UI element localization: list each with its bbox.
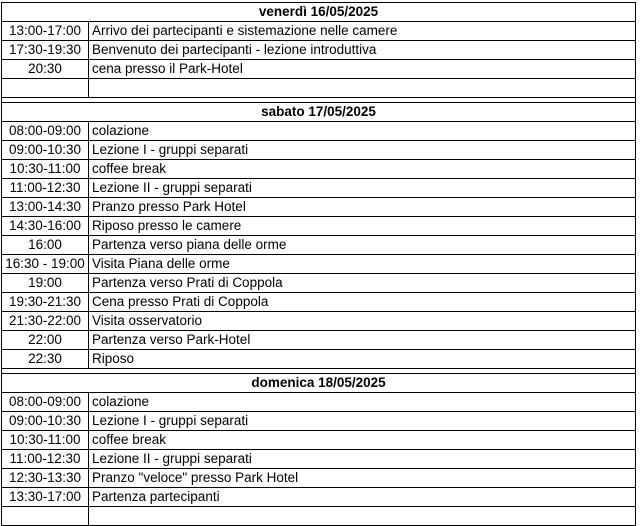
activity-cell: Cena presso Prati di Coppola — [92, 294, 269, 309]
time-cell: 13:00-14:30 — [2, 198, 89, 216]
table-row — [2, 293, 635, 312]
table-row — [2, 412, 635, 431]
time-cell: 08:00-09:00 — [2, 393, 89, 411]
day-block — [1, 373, 636, 526]
time-cell: 17:30-19:30 — [2, 41, 89, 59]
time-cell: 16:30 - 19:00 — [2, 255, 89, 273]
time-cell: 09:00-10:30 — [2, 141, 89, 159]
time-cell: 16:00 — [2, 236, 89, 254]
time-cell: 10:30-11:00 — [2, 431, 89, 449]
time-cell: 12:30-13:30 — [2, 469, 89, 487]
table-row — [2, 141, 635, 160]
table-row — [2, 217, 635, 236]
activity-cell: Benvenuto dei partecipanti - lezione introduttiva — [92, 42, 377, 57]
time-cell: 21:30-22:00 — [2, 312, 89, 330]
activity-cell: Partenza verso Prati di Coppola — [92, 275, 283, 290]
table-row — [2, 312, 635, 331]
activity-cell: colazione — [92, 123, 150, 138]
table-row — [2, 255, 635, 274]
table-row — [2, 450, 635, 469]
activity-cell: Lezione I - gruppi separati — [92, 413, 249, 428]
time-cell: 22:00 — [2, 331, 89, 349]
time-cell: 20:30 — [2, 60, 89, 78]
table-row — [2, 431, 635, 450]
table-row — [2, 274, 635, 293]
table-row — [2, 331, 635, 350]
time-cell: 14:30-16:00 — [2, 217, 89, 235]
day-header: venerdì 16/05/2025 — [2, 3, 635, 22]
day-block — [1, 2, 636, 97]
activity-cell: coffee break — [92, 161, 167, 176]
time-cell: 19:30-21:30 — [2, 293, 89, 311]
table-row — [2, 22, 635, 41]
time-cell: 22:30 — [2, 350, 89, 368]
day-header: domenica 18/05/2025 — [2, 374, 635, 393]
time-cell: 09:00-10:30 — [2, 412, 89, 430]
activity-cell: Visita Piana delle orme — [92, 256, 230, 271]
table-row — [2, 179, 635, 198]
table-row — [2, 488, 635, 507]
activity-cell: Pranzo "veloce" presso Park Hotel — [92, 470, 299, 485]
activity-cell: Lezione I - gruppi separati — [92, 142, 249, 157]
activity-cell: Lezione II - gruppi separati — [92, 180, 252, 195]
activity-cell: coffee break — [92, 432, 167, 447]
time-cell: 11:00-12:30 — [2, 179, 89, 197]
activity-cell: Riposo — [92, 351, 135, 366]
activity-cell: Visita osservatorio — [92, 313, 203, 328]
activity-cell: Lezione II - gruppi separati — [92, 451, 252, 466]
table-row — [2, 393, 635, 412]
table-row — [2, 469, 635, 488]
table-row — [2, 160, 635, 179]
time-cell: 13:00-17:00 — [2, 22, 89, 40]
table-row — [2, 236, 635, 255]
table-row — [2, 198, 635, 217]
table-row — [2, 122, 635, 141]
activity-cell: Arrivo dei partecipanti e sistemazione nelle camere — [92, 23, 398, 38]
activity-cell: colazione — [92, 394, 150, 409]
time-cell: 08:00-09:00 — [2, 122, 89, 140]
day-header: sabato 17/05/2025 — [2, 103, 635, 122]
time-cell: 11:00-12:30 — [2, 450, 89, 468]
time-cell: 19:00 — [2, 274, 89, 292]
activity-cell: Riposo presso le camere — [92, 218, 242, 233]
time-cell: 10:30-11:00 — [2, 160, 89, 178]
activity-cell: Partenza partecipanti — [92, 489, 220, 504]
table-row — [2, 60, 635, 79]
time-cell: 13:30-17:00 — [2, 488, 89, 506]
schedule-sheet — [1, 2, 636, 526]
activity-cell: Partenza verso Park-Hotel — [92, 332, 251, 347]
day-block — [1, 102, 636, 368]
activity-cell: cena presso il Park-Hotel — [92, 61, 243, 76]
table-row — [2, 79, 635, 97]
activity-cell: Partenza verso piana delle orme — [92, 237, 287, 252]
time-cell — [2, 79, 89, 97]
table-row — [2, 350, 635, 368]
activity-cell — [89, 79, 635, 97]
table-row — [2, 41, 635, 60]
activity-cell: Pranzo presso Park Hotel — [92, 199, 246, 214]
